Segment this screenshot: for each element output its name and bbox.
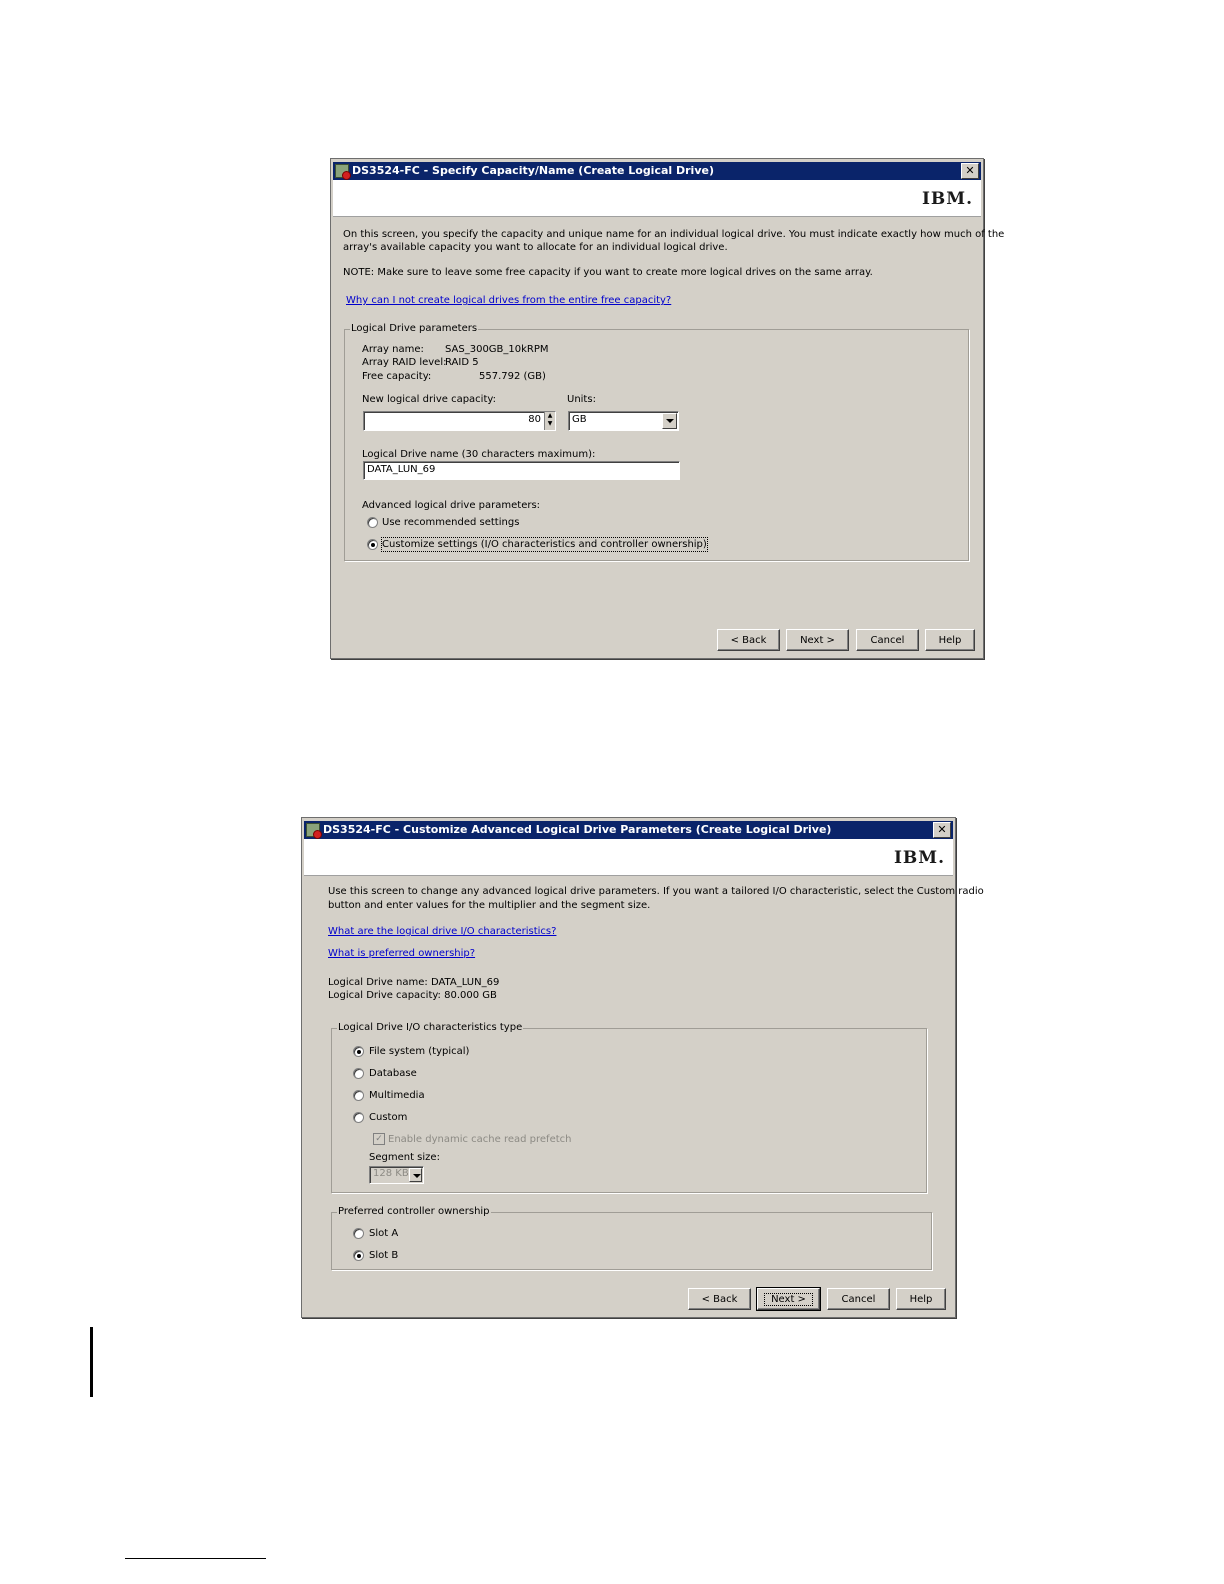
title-bar bbox=[333, 162, 981, 180]
storage-manager-icon bbox=[335, 164, 349, 178]
units-select[interactable] bbox=[568, 411, 679, 431]
next-button[interactable]: Next > bbox=[786, 629, 849, 651]
slot-a-radio[interactable] bbox=[353, 1228, 364, 1239]
database-radio[interactable] bbox=[353, 1068, 364, 1079]
close-button[interactable]: ✕ bbox=[961, 163, 979, 179]
custom-radio[interactable] bbox=[353, 1112, 364, 1123]
back-button[interactable]: < Back bbox=[688, 1288, 751, 1310]
window-title: DS3524-FC - Specify Capacity/Name (Create Logical Drive) bbox=[352, 164, 714, 177]
header-banner bbox=[333, 180, 981, 217]
change-bar bbox=[90, 1327, 93, 1397]
capacity-value: 80 bbox=[528, 414, 541, 425]
header-banner bbox=[304, 839, 953, 876]
drive-name-text: Logical Drive name: DATA_LUN_69 bbox=[328, 977, 500, 988]
units-label: Units: bbox=[567, 394, 596, 405]
multimedia-label[interactable]: Multimedia bbox=[369, 1090, 425, 1101]
cache-prefetch-checkbox[interactable]: ✓ bbox=[373, 1133, 385, 1145]
drive-capacity-text: Logical Drive capacity: 80.000 GB bbox=[328, 990, 497, 1001]
preferred-ownership-help-link[interactable]: What is preferred ownership? bbox=[328, 948, 476, 959]
intro-text-2: array's available capacity you want to allocate for an individual logical drive. bbox=[343, 242, 728, 253]
file-system-radio[interactable] bbox=[353, 1046, 364, 1057]
controller-ownership-group bbox=[331, 1206, 932, 1270]
intro-text-2: button and enter values for the multiplier and the segment size. bbox=[328, 900, 651, 911]
note-text: NOTE: Make sure to leave some free capacity if you want to create more logical drives on the same array. bbox=[343, 267, 873, 278]
cache-prefetch-label: Enable dynamic cache read prefetch bbox=[388, 1134, 572, 1145]
custom-label[interactable]: Custom bbox=[369, 1112, 408, 1123]
units-value: GB bbox=[572, 414, 587, 425]
customize-settings-label[interactable]: Customize settings (I/O characteristics and controller ownership) bbox=[382, 539, 707, 550]
group-label: Logical Drive parameters bbox=[351, 323, 478, 334]
title-bar bbox=[304, 821, 953, 839]
capacity-label: New logical drive capacity: bbox=[362, 394, 496, 405]
array-name-value: SAS_300GB_10kRPM bbox=[445, 344, 549, 355]
free-capacity-label: Free capacity: bbox=[362, 371, 432, 382]
database-label[interactable]: Database bbox=[369, 1068, 417, 1079]
back-button[interactable]: < Back bbox=[717, 629, 780, 651]
segment-size-select[interactable] bbox=[369, 1166, 424, 1184]
drive-name-label: Logical Drive name (30 characters maximum): bbox=[362, 449, 596, 460]
multimedia-radio[interactable] bbox=[353, 1090, 364, 1101]
help-button[interactable]: Help bbox=[925, 629, 975, 651]
window-title: DS3524-FC - Customize Advanced Logical Drive Parameters (Create Logical Drive) bbox=[323, 823, 832, 836]
drive-name-value: DATA_LUN_69 bbox=[367, 464, 436, 475]
drive-name-field[interactable] bbox=[363, 461, 680, 480]
footnote-rule bbox=[125, 1558, 266, 1559]
free-capacity-value: 557.792 (GB) bbox=[479, 371, 546, 382]
io-characteristics-group bbox=[331, 1022, 927, 1193]
recommended-settings-radio[interactable] bbox=[367, 517, 378, 528]
chevron-down-icon[interactable] bbox=[662, 413, 677, 429]
raid-level-value: RAID 5 bbox=[445, 357, 479, 368]
intro-text: Use this screen to change any advanced logical drive parameters. If you want a tailored I/O characteristic, select the Custom radio bbox=[328, 886, 984, 897]
cancel-button[interactable]: Cancel bbox=[856, 629, 919, 651]
cancel-button[interactable]: Cancel bbox=[827, 1288, 890, 1310]
file-system-label[interactable]: File system (typical) bbox=[369, 1046, 470, 1057]
slot-b-radio[interactable] bbox=[353, 1250, 364, 1261]
chevron-down-icon[interactable] bbox=[409, 1168, 422, 1182]
specify-capacity-dialog bbox=[330, 158, 1005, 659]
next-button-label: Next > bbox=[764, 1293, 813, 1306]
capacity-stepper[interactable] bbox=[363, 411, 556, 431]
group-label: Preferred controller ownership bbox=[338, 1206, 490, 1217]
logical-drive-parameters-group bbox=[344, 323, 969, 561]
customize-advanced-dialog bbox=[301, 817, 984, 1318]
customize-settings-radio[interactable] bbox=[367, 539, 378, 550]
array-name-label: Array name: bbox=[362, 344, 424, 355]
intro-text: On this screen, you specify the capacity and unique name for an individual logical drive. You must indicate exactly how much of the bbox=[343, 229, 1005, 240]
io-characteristics-help-link[interactable]: What are the logical drive I/O characteristics? bbox=[328, 926, 557, 937]
slot-b-label[interactable]: Slot B bbox=[369, 1250, 399, 1261]
segment-size-value: 128 KB bbox=[373, 1168, 409, 1179]
ibm-logo: IBM. bbox=[921, 189, 973, 209]
slot-a-label[interactable]: Slot A bbox=[369, 1228, 399, 1239]
free-capacity-help-link[interactable]: Why can I not create logical drives from the entire free capacity? bbox=[346, 295, 672, 306]
group-label: Logical Drive I/O characteristics type bbox=[338, 1022, 523, 1033]
spinner-arrows-icon[interactable]: ▲ ▼ bbox=[544, 412, 555, 430]
close-button[interactable]: ✕ bbox=[933, 822, 951, 838]
advanced-params-label: Advanced logical drive parameters: bbox=[362, 500, 541, 511]
segment-size-label: Segment size: bbox=[369, 1152, 440, 1163]
storage-manager-icon bbox=[306, 823, 320, 837]
raid-level-label: Array RAID level: bbox=[362, 357, 447, 368]
next-button[interactable] bbox=[757, 1288, 820, 1310]
help-button[interactable]: Help bbox=[896, 1288, 946, 1310]
recommended-settings-label[interactable]: Use recommended settings bbox=[382, 517, 520, 528]
ibm-logo: IBM. bbox=[893, 848, 945, 868]
